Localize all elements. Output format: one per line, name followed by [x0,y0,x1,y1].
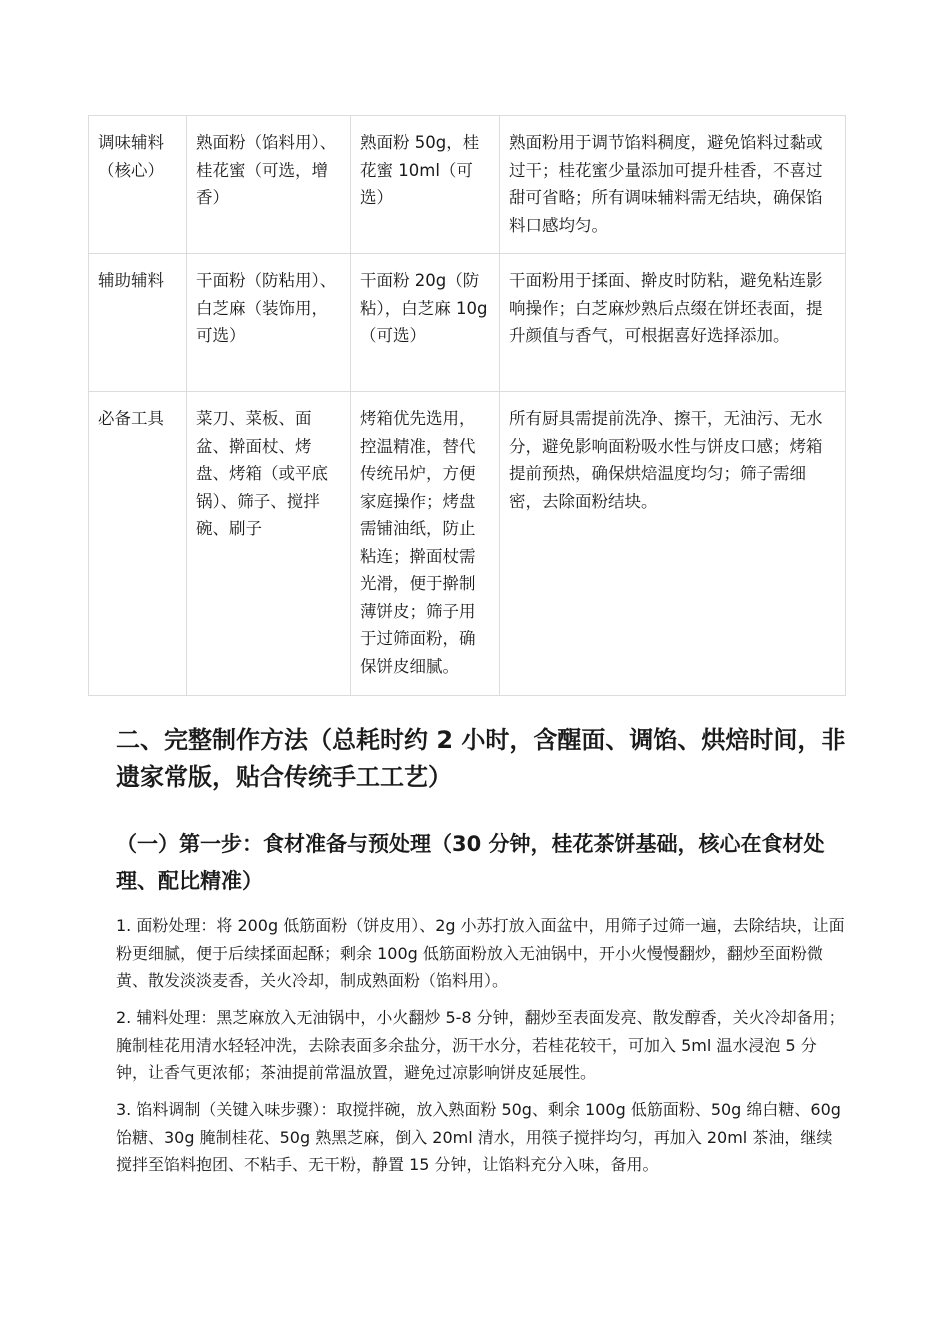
cell-category: 必备工具 [89,392,187,696]
step-heading: （一）第一步：食材准备与预处理（30 分钟，桂花茶饼基础，核心在食材处理、配比精准） [116,832,825,893]
cell-amount: 干面粉 20g（防粘），白芝麻 10g（可选） [351,254,500,392]
cell-items: 熟面粉（馅料用）、桂花蜜（可选，增香） [187,116,351,254]
cell-items: 干面粉（防粘用）、白芝麻（装饰用，可选） [187,254,351,392]
section-heading: 二、完整制作方法（总耗时约 2 小时，含醒面、调馅、烘焙时间，非遗家常版，贴合传统手工工艺） [116,726,846,791]
table-row [89,116,846,254]
step-item: 2. 辅料处理：黑芝麻放入无油锅中，小火翻炒 5-8 分钟，翻炒至表面发亮、散发醇香，关火冷却备用；腌制桂花用清水轻轻冲洗，去除表面多余盐分，沥干水分，若桂花较干，可加入 5ml 温水浸泡 5 分钟，让香气更浓郁；茶油提前常温放置，避免过凉影响饼皮延展性。 [116,1008,845,1082]
cell-items: 菜刀、菜板、面盆、擀面杖、烤盘、烤箱（或平底锅）、筛子、搅拌碗、刷子 [187,392,351,696]
cell-category: 调味辅料（核心） [89,116,187,254]
cell-amount: 烤箱优先选用，控温精准，替代传统吊炉，方便家庭操作；烤盘需铺油纸，防止粘连；擀面杖需光滑，便于擀制薄饼皮；筛子用于过筛面粉，确保饼皮细腻。 [351,392,500,696]
cell-notes: 熟面粉用于调节馅料稠度，避免馅料过黏或过干；桂花蜜少量添加可提升桂香，不喜过甜可省略；所有调味辅料需无结块，确保馅料口感均匀。 [500,116,846,254]
cell-notes: 所有厨具需提前洗净、擦干，无油污、无水分，避免影响面粉吸水性与饼皮口感；烤箱提前预热，确保烘焙温度均匀；筛子需细密，去除面粉结块。 [500,392,846,696]
ingredients-table [88,115,846,696]
step-item: 1. 面粉处理：将 200g 低筋面粉（饼皮用）、2g 小苏打放入面盆中，用筛子过筛一遍，去除结块，让面粉更细腻，便于后续揉面起酥；剩余 100g 低筋面粉放入无油锅中，开小火慢慢翻炒，翻炒至面粉微黄、散发淡淡麦香，关火冷却，制成熟面粉（馅料用）。 [116,916,845,990]
cell-category: 辅助辅料 [89,254,187,392]
cell-notes: 干面粉用于揉面、擀皮时防粘，避免粘连影响操作；白芝麻炒熟后点缀在饼坯表面，提升颜值与香气，可根据喜好选择添加。 [500,254,846,392]
cell-amount: 熟面粉 50g，桂花蜜 10ml（可选） [351,116,500,254]
table-row [89,392,846,696]
step-item: 3. 馅料调制（关键入味步骤）：取搅拌碗，放入熟面粉 50g、剩余 100g 低筋面粉、50g 绵白糖、60g 饴糖、30g 腌制桂花、50g 熟黑芝麻，倒入 20ml 清水，用筷子搅拌均匀，再加入 20ml 茶油，继续搅拌至馅料抱团、不粘手、无干粉，静置 15 分钟，让馅料充分入味，备用。 [116,1100,841,1174]
table-row [89,254,846,392]
